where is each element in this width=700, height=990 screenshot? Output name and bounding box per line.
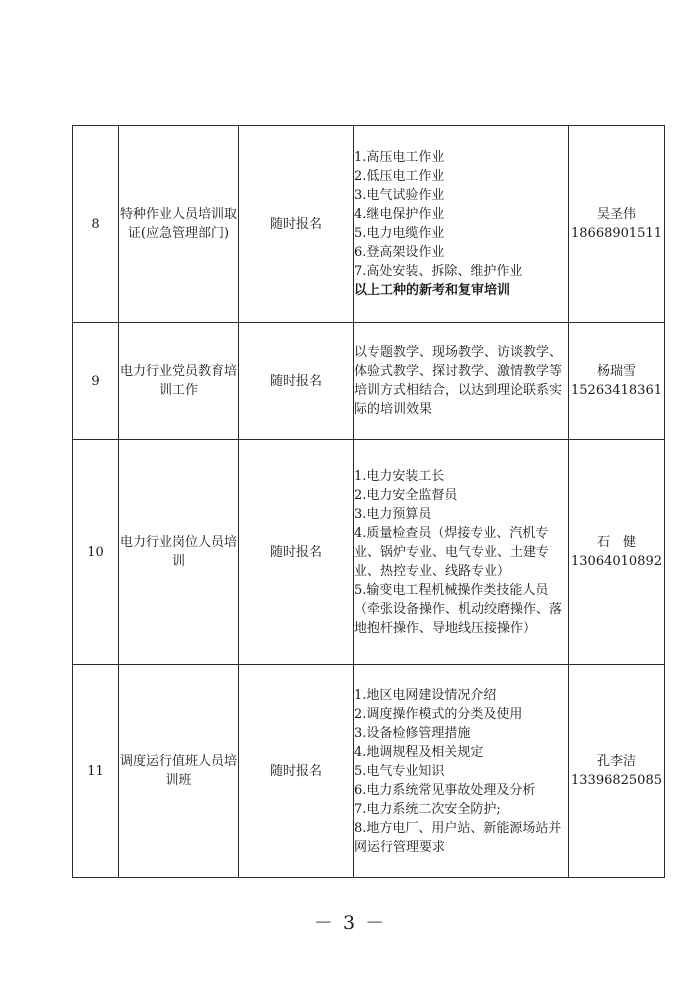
table-row [73,665,665,878]
row-number: 8 [73,126,119,323]
course-name: 特种作业人员培训取证(应急管理部门) [119,126,239,323]
content-item: 1.地区电网建设情况介绍 [354,687,497,703]
contact-cell [569,665,665,878]
content-item: 2.电力安全监督员 [354,487,458,503]
content-item: 7.高处安装、拆除、维护作业 [354,264,523,279]
content-item: 4.地调规程及相关规定 [354,744,484,760]
content-item: 3.电气试验作业 [354,188,445,203]
training-course-table [72,125,665,878]
page-number: － 3 － [313,912,387,934]
content-item: 5.输变电工程机械操作类技能人员（牵张设备操作、机动绞磨操作、落地抱杆操作、导地线压接操作） [354,582,563,636]
content-item: 5.电力电缆作业 [354,226,445,241]
table-row [73,323,665,440]
row-number: 10 [73,440,119,665]
content-item: 6.电力系统常见事故处理及分析 [354,782,536,798]
course-content [354,323,569,440]
table-row [73,440,665,665]
content-item: 1.电力安装工长 [354,468,445,484]
content-item: 2.低压电工作业 [354,169,445,184]
table-row [73,126,665,323]
contact-name: 杨瑞雪 [596,364,636,379]
content-item: 6.登高架设作业 [354,245,445,260]
contact-phone: 13064010892 [571,554,662,569]
contact-cell [569,323,665,440]
course-content [354,440,569,665]
contact-cell [569,440,665,665]
content-item: 3.设备检修管理措施 [354,725,471,741]
row-number: 9 [73,323,119,440]
content-note: 以上工种的新考和复审培训 [354,283,511,298]
course-content [354,665,569,878]
contact-cell [569,126,665,323]
content-item: 8.地方电厂、用户站、新能源场站并网运行管理要求 [354,820,562,855]
course-name: 调度运行值班人员培训班 [119,665,239,878]
contact-name: 石 健 [596,535,636,550]
contact-name: 孔李洁 [596,754,636,769]
content-item: 1.高压电工作业 [354,150,445,165]
registration-mode: 随时报名 [239,440,354,665]
content-item: 7.电力系统二次安全防护; [354,801,501,817]
contact-phone: 18668901511 [571,226,662,241]
content-item: 4.质量检查员（焊接专业、汽机专业、锅炉专业、电气专业、土建专业、热控专业、线路专业） [354,525,550,579]
contact-phone: 13396825085 [571,773,662,788]
content-item: 5.电气专业知识 [354,763,445,779]
registration-mode: 随时报名 [239,126,354,323]
content-item: 2.调度操作模式的分类及使用 [354,706,523,722]
registration-mode: 随时报名 [239,323,354,440]
contact-phone: 15263418361 [571,383,662,398]
contact-name: 吴圣伟 [596,207,636,222]
course-content [354,126,569,323]
row-number: 11 [73,665,119,878]
content-item: 3.电力预算员 [354,506,432,522]
course-name: 电力行业党员教育培训工作 [119,323,239,440]
content-text: 以专题教学、现场教学、访谈教学、体验式教学、探讨教学、激情教学等培训方式相结合，以达到理论联系实际的培训效果 [354,345,563,417]
registration-mode: 随时报名 [239,665,354,878]
content-item: 4.继电保护作业 [354,207,445,222]
course-name: 电力行业岗位人员培训 [119,440,239,665]
